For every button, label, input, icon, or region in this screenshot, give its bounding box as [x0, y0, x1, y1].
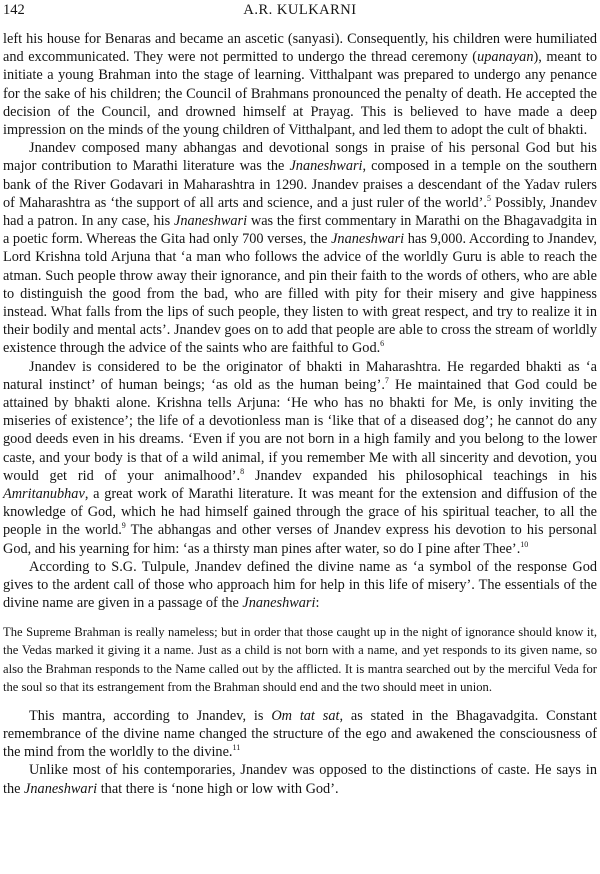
text-run: ), meant to initiate a young Brahman into the stage of learning. Vitthalpant was prepared to undergo any penance for the sake of his children; the Council of Brahmans pronounced the penalty of death. He accepted the decision of the Council, and drowned himself at Prayag. This is believed to have made a deep impression on the minds of the young children of Vitthalpant, and led them to adopt the cult of bhakti. [3, 49, 597, 139]
paragraph [3, 761, 597, 797]
text-run: This mantra, according to Jnandev, is [29, 707, 272, 724]
italic-text: Amritanubhav [3, 486, 85, 503]
page-number: 142 [3, 2, 25, 18]
footnote-ref: 6 [380, 339, 385, 349]
footnote-ref: 8 [240, 467, 245, 477]
text-run: Jnandev is considered to be the originator of bhakti in Maharashtra. He regarded bhakti as ‘a natural instinct’ of human beings; ‘as old as the human being’. [3, 358, 597, 393]
footnote-ref: 5 [486, 194, 491, 204]
paragraph [3, 707, 597, 762]
text-run: The Supreme Brahman is really nameless; but in order that those caught up in the night of ignorance should know it, the Vedas marked it giving it a name. Just as a child is not born with a name, and yet responds to its given name, so also the Brahman responds to the Name called out by the afflicted. It is mantra searched out by the merciful Veda for the soul so that its estrangement from the Brahman should end and the two should meet in union. [3, 624, 597, 695]
text-run: According to S.G. Tulpule, Jnandev defined the divine name as ‘a symbol of the response God gives to the ardent call of those who approach him for help in this life of misery’. The essentials of the divine name are given in a passage of the [3, 558, 597, 612]
text-run: , as stated in the Bhagavadgita. Constant remembrance of the divine name changed the structure of the ego and awakened the consciousness of the mind from the worldly to the divine. [3, 707, 597, 761]
footnote-ref: 10 [520, 539, 529, 549]
text-run: , composed in a temple on the southern bank of the River Godavari in Maharashtra in 1290. Jnandev praises a descendant of the Yadav rulers of Maharashtra as ‘the support of all arts and science, and a just ruler of the world’. [3, 158, 597, 211]
footnote-ref: 11 [232, 743, 241, 753]
footnote-ref: 9 [121, 521, 126, 531]
text-run: : [315, 595, 320, 612]
paragraph [3, 30, 597, 139]
body-text [3, 30, 597, 798]
text-run: , a great work of Marathi literature. It was meant for the extension and diffusion of the knowledge of God, which he had himself gained through the grace of his spiritual teacher, to all the people in the world. [3, 486, 597, 539]
italic-text: Om tat sat [271, 707, 340, 724]
text-run: was the first commentary in Marathi on the Bhagavadgita in a poetic form. Whereas the Gita had only 700 verses, the [3, 213, 597, 248]
text-run: The abhangas and other verses of Jnandev express his devotion to his personal God, and his yearning for him: ‘as a thirsty man pines after water, so do I pine after Thee’. [3, 522, 597, 557]
italic-text: Jnaneshwari [289, 158, 363, 175]
page-header [3, 2, 597, 24]
italic-text: Jnaneshwari [174, 213, 248, 230]
italic-text: upanayan [477, 49, 534, 66]
footnote-ref: 7 [384, 376, 389, 386]
italic-text: Jnaneshwari [331, 231, 405, 248]
text-run: has 9,000. According to Jnandev, Lord Krishna told Arjuna that ‘a man who follows the advice of the worldly Guru is able to reach the atman. Such people throw away their ignorance, and pin their faith to the words of others, who are able to distinguish the good from the bad, who are filled with pity for their misery and give happiness instead. What falls from the lips of such people, they listen to with great respect, and try to realize it in their bodily and mental acts’. Jnandev goes on to add that people are able to cross the stream of worldly existence through the advice of the saints who are faithful to God. [3, 231, 598, 357]
text-run: He maintained that God could be attained by bhakti alone. Krishna tells Arjuna: ‘He who has no bhakti for Me, is only inviting the miseries of existence’; the life of a devotionless man is ‘like that of a diseased dog’; he cannot do any good deeds even in his dreams. ‘Even if you are not born in a high family and you belong to the lower caste, and your body is that of a wild animal, if you remember Me with all sincerity and devotion, you would get rid of your animalhood’. [3, 376, 597, 484]
block-quote [3, 623, 597, 697]
text-run: Jnandev composed many abhangas and devotional songs in praise of his personal God but his major contribution to Marathi literature was the [3, 140, 597, 175]
paragraph [3, 558, 597, 613]
text-run: Jnandev expanded his philosophical teachings in his [244, 467, 597, 484]
text-run: left his house for Benaras and became an ascetic (sanyasi). Consequently, his children were humiliated and excommunicated. They were not permitted to undergo the thread ceremony ( [3, 31, 597, 66]
italic-text: Jnaneshwari [242, 595, 316, 612]
text-run: Unlike most of his contemporaries, Jnandev was opposed to the distinctions of caste. He says in the [3, 762, 597, 797]
paragraph [3, 358, 597, 558]
text-run: Possibly, Jnandev had a patron. In any case, his [3, 194, 597, 230]
text-run: that there is ‘none high or low with God’. [97, 780, 339, 797]
running-head: A.R. KULKARNI [243, 2, 357, 18]
paragraph [3, 139, 597, 357]
italic-text: Jnaneshwari [24, 780, 98, 797]
